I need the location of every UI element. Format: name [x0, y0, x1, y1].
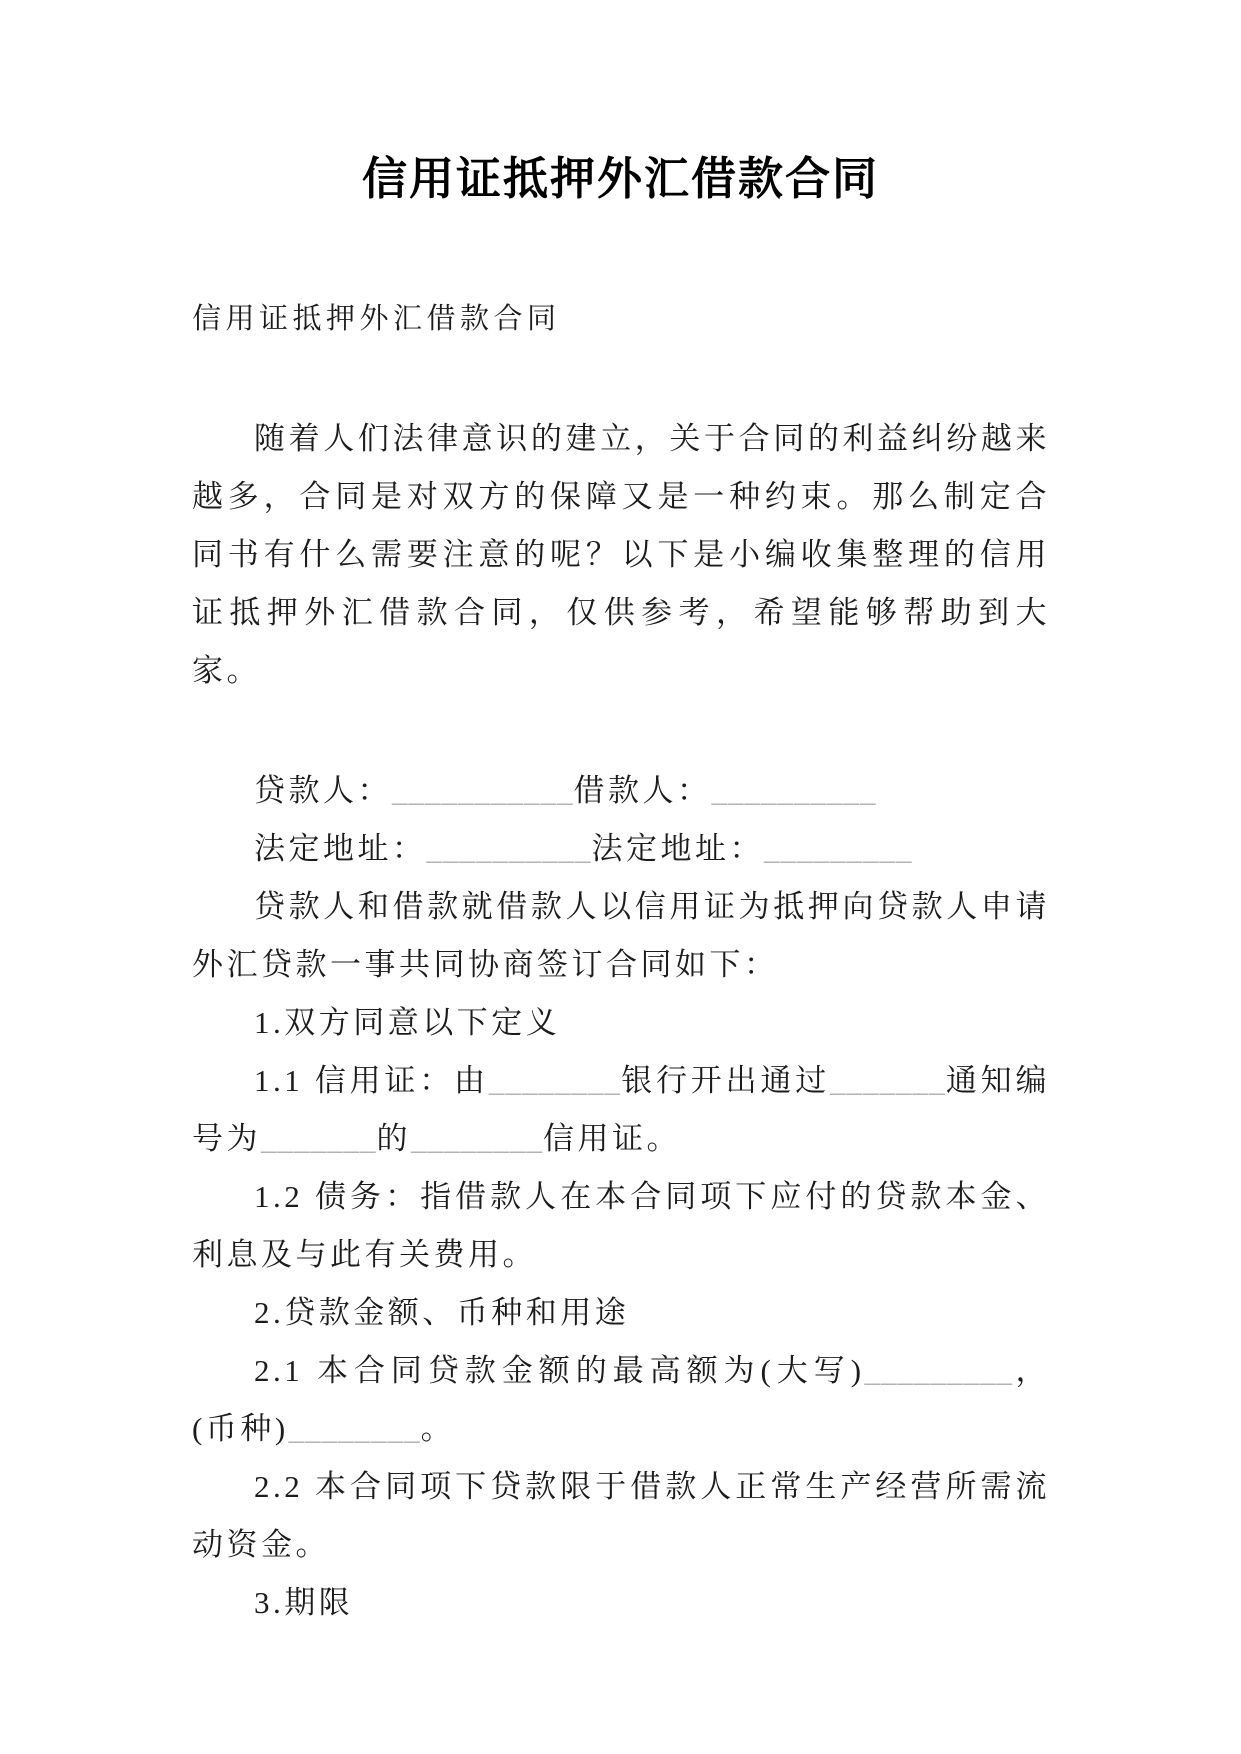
paragraph-text: 随着人们法律意识的建立，关于合同的利益纠纷越来越多，合同是对双方的保障又是一种约束。那么制定合同书有什么需要注意的呢？以下是小编收集整理的信用证抵押外汇借款合同，仅供参考，希望能够帮助到大家。 — [192, 421, 1050, 688]
paragraph-text: 信用证。 — [543, 1121, 681, 1156]
paragraph-text: 2.贷款金额、币种和用途 — [254, 1295, 630, 1330]
paragraph — [192, 878, 1050, 994]
paragraph — [192, 1284, 1050, 1342]
paragraph-text: 借款人： — [573, 773, 712, 808]
document-title: 信用证抵押外汇借款合同 — [361, 154, 879, 204]
paragraph-text: 的 — [376, 1121, 411, 1156]
paragraph — [192, 1574, 1050, 1632]
document-body — [192, 410, 1050, 1632]
paragraph-text: 3.期限 — [254, 1585, 354, 1620]
fill-in-blank: ________ — [288, 1411, 421, 1446]
paragraph-text: 2.2 本合同项下贷款限于借款人正常生产经营所需流动资金。 — [192, 1469, 1050, 1562]
paragraph-text: 银行开出通过 — [620, 1063, 831, 1098]
paragraph-text: 法定地址： — [254, 831, 427, 866]
paragraph-text: 1.2 债务：指借款人在本合同项下应付的贷款本金、利息及与此有关费用。 — [192, 1179, 1050, 1272]
paragraph-text: ，(币种) — [192, 1353, 1050, 1446]
paragraph — [192, 1458, 1050, 1574]
paragraph-text: 2.1 本合同贷款金额的最高额为(大写) — [254, 1353, 865, 1388]
paragraph — [192, 762, 1050, 820]
paragraph-text: 1.1 信用证：由 — [254, 1063, 489, 1098]
fill-in-blank: _________ — [764, 831, 913, 866]
fill-in-blank: ___________ — [392, 773, 574, 808]
paragraph — [192, 1052, 1050, 1168]
fill-in-blank: _________ — [864, 1353, 1014, 1388]
paragraph — [192, 410, 1050, 700]
fill-in-blank: ________ — [488, 1063, 621, 1098]
fill-in-blank: __________ — [426, 831, 592, 866]
fill-in-blank: _______ — [830, 1063, 946, 1098]
paragraph — [192, 994, 1050, 1052]
paragraph — [192, 1342, 1050, 1458]
paragraph-text: 通知编号为 — [192, 1063, 1050, 1156]
document-subtitle: 信用证抵押外汇借款合同 — [192, 303, 561, 335]
paragraph-text: 。 — [420, 1411, 456, 1446]
paragraph — [192, 820, 1050, 878]
fill-in-blank: ________ — [411, 1121, 543, 1156]
paragraph-text: 法定地址： — [591, 831, 764, 866]
paragraph — [192, 1168, 1050, 1284]
paragraph-text: 贷款人： — [254, 773, 392, 808]
paragraph-text: 1.双方同意以下定义 — [254, 1005, 561, 1040]
paragraph-text: 贷款人和借款就借款人以信用证为抵押向贷款人申请外汇贷款一事共同协商签订合同如下： — [192, 889, 1050, 982]
fill-in-blank: __________ — [711, 773, 877, 808]
fill-in-blank: _______ — [261, 1121, 377, 1156]
